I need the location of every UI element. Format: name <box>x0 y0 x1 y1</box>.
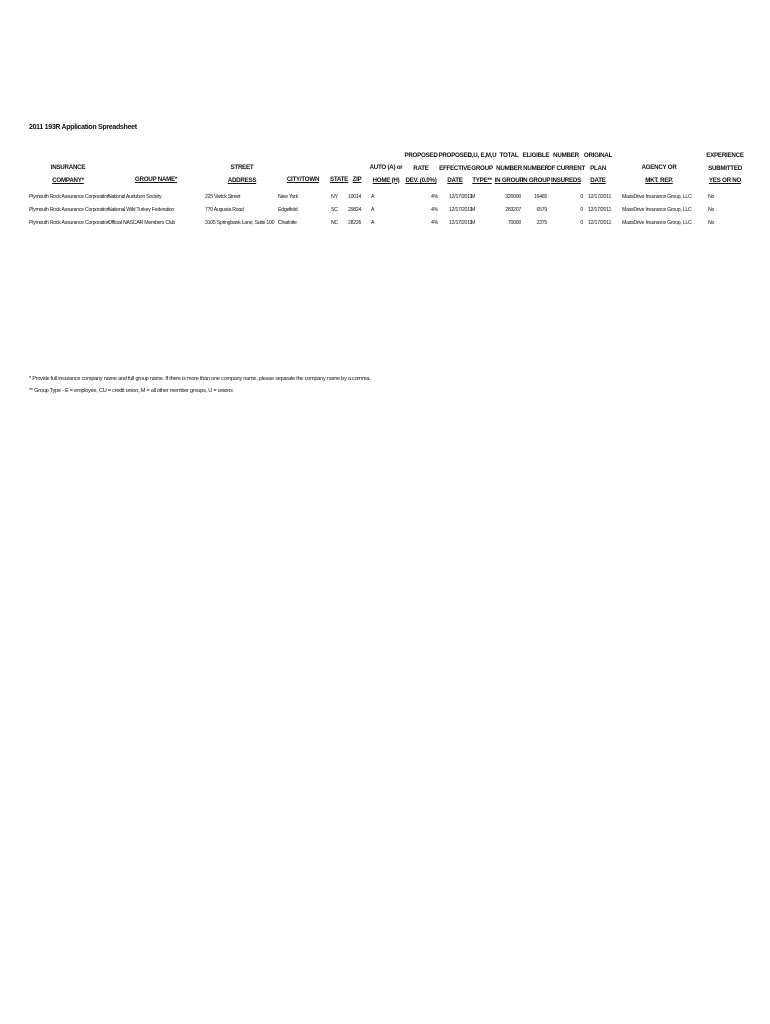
cell-street: 3105 Springbank Lane, Suite 100 <box>205 220 275 226</box>
cell-exp: No <box>708 207 715 213</box>
header-original-plan-date: ORIGINAL PLAN DATE <box>583 152 613 184</box>
header-proposed-rate: PROPOSED RATE DEV. (0.0%) <box>404 152 438 184</box>
cell-state: SC <box>331 207 338 213</box>
cell-auto: A <box>371 207 375 213</box>
sheet-title: 2011 193R Application Spreadsheet <box>29 124 137 131</box>
cell-eff: 12/17/2011 <box>449 194 473 200</box>
cell-agency: MassDrive Insurance Group, LLC <box>622 194 692 200</box>
cell-state: NC <box>331 220 338 226</box>
cell-state: NY <box>331 194 338 200</box>
cell-city: New York <box>278 194 298 200</box>
cell-agency: MassDrive Insurance Group, LLC <box>622 207 692 213</box>
cell-group: National Wild Turkey Federation <box>108 207 175 213</box>
cell-orig: 12/17/2011 <box>588 207 612 213</box>
cell-total: 283207 <box>505 207 521 213</box>
header-group-type: C,U, E,M,U GROUP TYPE** <box>467 152 497 184</box>
cell-total: 70000 <box>507 220 521 226</box>
header-total-number: TOTAL NUMBER IN GROUP <box>494 152 524 184</box>
cell-eff: 12/17/2011 <box>449 220 473 226</box>
cell-orig: 12/17/2011 <box>588 194 612 200</box>
footnote-company-name: * Provide full insurance company name and full group name. If there is more than one company name, please separate the company name by a comma. <box>29 376 371 382</box>
header-zip: ZIP <box>352 176 362 183</box>
cell-current: 0 <box>580 207 583 213</box>
cell-total: 320000 <box>505 194 521 200</box>
cell-zip: 28226 <box>348 220 362 226</box>
cell-city: Charlotte <box>278 220 297 226</box>
cell-street: 770 Augusta Road <box>205 207 244 213</box>
cell-eff: 12/17/2011 <box>449 207 473 213</box>
header-insurance-company: INSURANCE COMPANY* <box>50 164 86 184</box>
cell-eligible: 6579 <box>536 207 547 213</box>
cell-current: 0 <box>580 220 583 226</box>
cell-auto: A <box>371 220 375 226</box>
header-experience: EXPERIENCE SUBMITTED YES OR NO <box>706 152 744 184</box>
cell-zip: 10014 <box>348 194 362 200</box>
footnote-group-type: ** Group Type - E = employee, CU = credit union, M = all other member groups, U = unions <box>29 388 233 394</box>
cell-eligible: 2375 <box>536 220 547 226</box>
cell-city: Edgefield <box>278 207 298 213</box>
cell-type: M <box>471 207 476 213</box>
cell-orig: 12/17/2011 <box>588 220 612 226</box>
header-effective-date: PROPOSED EFFECTIVE DATE <box>438 152 472 184</box>
cell-agency: MassDrive Insurance Group, LLC <box>622 220 692 226</box>
cell-exp: No <box>708 194 715 200</box>
cell-auto: A <box>371 194 375 200</box>
cell-current: 0 <box>580 194 583 200</box>
cell-type: M <box>471 194 476 200</box>
cell-type: M <box>471 220 476 226</box>
header-state: STATE <box>329 176 349 183</box>
cell-company: Plymouth Rock Assurance Corporation <box>29 220 110 226</box>
cell-zip: 29824 <box>348 207 362 213</box>
header-street-address: STREET ADDRESS <box>227 164 257 184</box>
cell-eligible: 16465 <box>533 194 547 200</box>
cell-company: Plymouth Rock Assurance Corporation <box>29 194 110 200</box>
header-agency: AGENCY OR MKT. REP. <box>641 164 677 184</box>
cell-rate: 4% <box>431 194 438 200</box>
cell-rate: 4% <box>431 207 438 213</box>
cell-exp: No <box>708 220 715 226</box>
header-group-name: GROUP NAME* <box>134 176 178 183</box>
header-eligible-number: ELIGIBLE NUMBER IN GROUP <box>521 152 551 184</box>
cell-group: Official NASCAR Members Club <box>108 220 175 226</box>
cell-company: Plymouth Rock Assurance Corporation <box>29 207 110 213</box>
header-city-town: CITY/TOWN <box>286 176 320 183</box>
cell-rate: 4% <box>431 220 438 226</box>
cell-street: 225 Varick Street <box>205 194 241 200</box>
header-auto-home: AUTO (A) or HOME (H) <box>369 164 403 184</box>
header-current-insureds: NUMBER OF CURRENT INSUREDS <box>546 152 586 184</box>
cell-group: National Audubon Society <box>108 194 162 200</box>
